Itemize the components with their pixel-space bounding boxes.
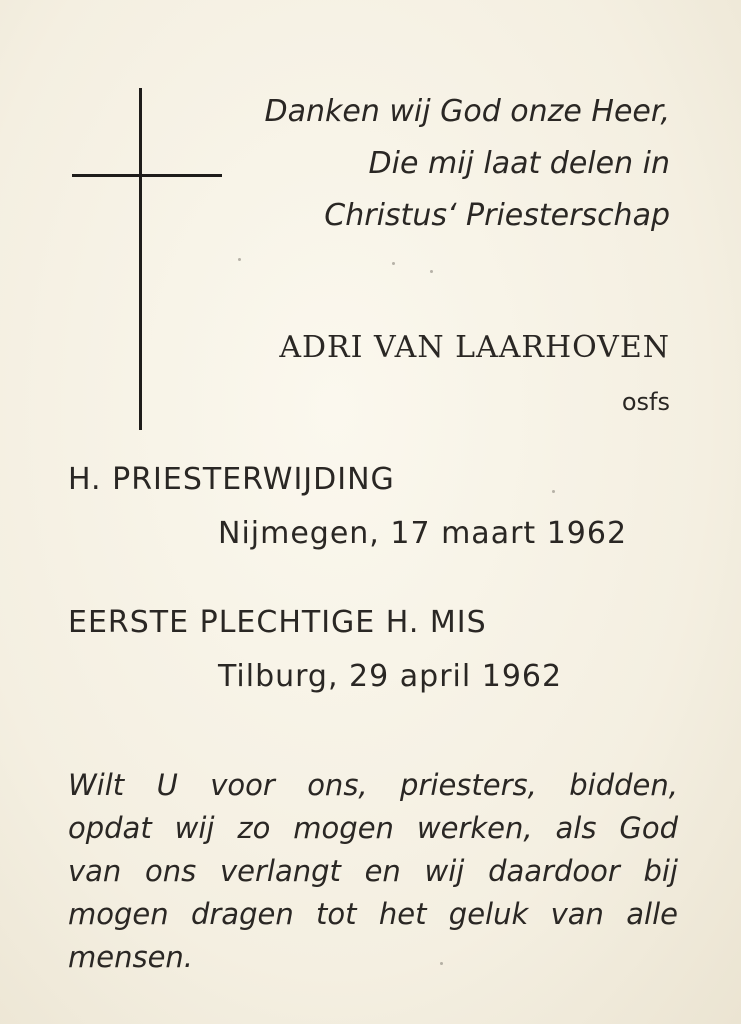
paper-speck xyxy=(440,962,443,965)
paper-speck xyxy=(430,270,433,273)
cross-icon xyxy=(139,88,142,430)
paper-speck xyxy=(552,490,555,493)
prayer-line-4: mogen dragen tot het geluk van alle xyxy=(68,897,678,931)
verse-line-2: Die mij laat delen in xyxy=(368,146,670,181)
verse-line-1: Danken wij God onze Heer, xyxy=(264,94,670,129)
ordination-heading: H. PRIESTERWIJDING xyxy=(68,462,395,497)
first-mass-heading: EERSTE PLECHTIGE H. MIS xyxy=(68,605,487,640)
ordination-place-date: Nijmegen, 17 maart 1962 xyxy=(218,516,628,551)
paper-speck xyxy=(392,262,395,265)
prayer-line-5: mensen. xyxy=(68,940,194,974)
paper-speck xyxy=(238,258,241,261)
prayer-line-2: opdat wij zo mogen werken, als God xyxy=(68,811,678,845)
religious-order: osfs xyxy=(621,388,670,416)
prayer-request xyxy=(68,764,678,979)
first-mass-place-date: Tilburg, 29 april 1962 xyxy=(218,659,563,694)
priest-name: ADRI VAN LAARHOVEN xyxy=(279,330,670,365)
opening-verse xyxy=(170,86,670,242)
prayer-line-3: van ons verlangt en wij daardoor bij xyxy=(68,854,678,888)
prayer-line-1: Wilt U voor ons, priesters, bidden, xyxy=(68,768,678,802)
verse-line-3: Christus‘ Priesterschap xyxy=(324,198,670,233)
